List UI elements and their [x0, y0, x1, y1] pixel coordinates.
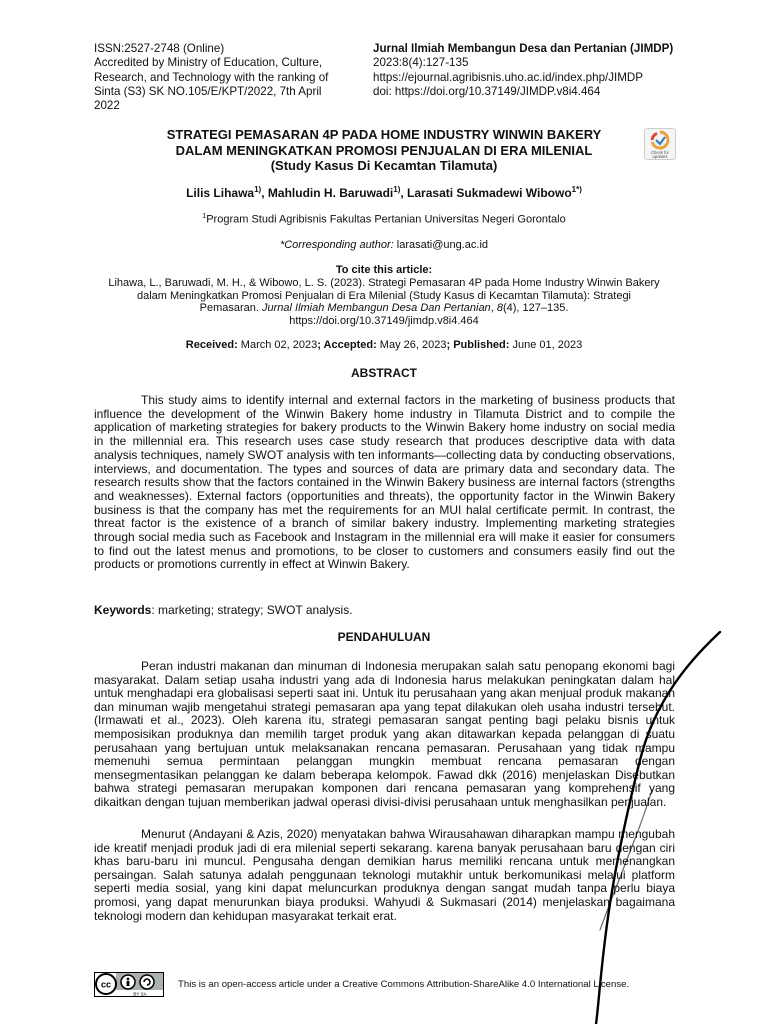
author-separator: ,	[261, 186, 268, 200]
keywords	[94, 603, 353, 617]
citation-line	[104, 302, 664, 315]
affiliation	[0, 213, 768, 226]
published-label: ; Published:	[446, 339, 510, 351]
accreditation-line: Research, and Technology with the ranking of	[94, 70, 329, 84]
header-issn-block	[94, 42, 362, 113]
journal-doi[interactable]: doi: https://doi.org/10.37149/JIMDP.v8i4.464	[373, 84, 601, 98]
affiliation-text: Program Studi Agribisnis Fakultas Pertanian Universitas Negeri Gorontalo	[206, 213, 566, 226]
title-line: (Study Kasus Di Kecamtan Tilamuta)	[270, 158, 498, 173]
citation-text	[104, 277, 664, 327]
journal-title: Jurnal Ilmiah Membangun Desa dan Pertanian (JIMDP)	[373, 42, 674, 55]
citation-volume: 8	[496, 302, 503, 315]
journal-url[interactable]: https://ejournal.agribisnis.uho.ac.id/index.php/JIMDP	[373, 70, 644, 84]
article-dates	[0, 339, 768, 351]
citation-part: (4), 127–135.	[502, 302, 569, 315]
citation-part: Pemasaran.	[199, 302, 262, 315]
license-footer	[94, 972, 694, 998]
abstract-heading: ABSTRACT	[351, 366, 417, 380]
published-date: June 01, 2023	[509, 339, 583, 351]
received-label: Received:	[185, 339, 238, 351]
issn: ISSN:2527-2748 (Online)	[94, 42, 225, 55]
citation-line: dalam Meningkatkan Promosi Penjualan di Era Milenial (Study Kasus di Kecamtan Tilamuta): Strategi	[136, 289, 632, 302]
body-paragraph: Peran industri makanan dan minuman di Indonesia merupakan salah satu penopang ekonomi bagi masyarakat. Dalam setiap usaha industri yang ada di Indonesia harus melakukan peningkatan dalam hal untuk menghadapi era globalisasi seperti saat ini. Untuk itu perusahaan yang akan menjual produk makanan dan minuman wajib mengetahui strategi pemasaran apa yang tepat dilakukan oleh usaha industri tersebut.(Irmawati et al., 2023). Oleh karena itu, strategi pemasaran sangat penting bagi pelaku bisnis untuk memposisikan produknya dan memilih target produk yang akan ditawarkan kepada pelanggan di suatu perusahaan yang bertujuan untuk melaksanakan rencana pemasaran. Perusahaan yang tidak mampu memenuhi semua permintaan pelanggan mungkin membuat rencana pemasaran dengan mensegmentasikan pelanggan ke dalam beberapa kelompok. Fawad dkk (2016) menjelaskan Disebutkan bahwa strategi pemasaran merupakan komponen dari rencana pemasaran yang komprehensif yang dikaitkan dengan tujuan memberikan jadwal operasi divisi-divisi perusahaan untuk menghasilkan penjualan.	[94, 659, 675, 809]
author-separator: ,	[400, 186, 408, 200]
license-text: This is an open-access article under a Creative Commons Attribution-ShareAlike 4.0 International License.	[178, 979, 630, 990]
author-name: Mahludin H. Baruwadi	[267, 186, 394, 200]
affiliation-mark: 1	[202, 213, 207, 220]
keywords-label: Keywords	[94, 603, 152, 617]
body-paragraph: Menurut (Andayani & Azis, 2020) menyatakan bahwa Wirausahawan diharapkan mampu mengubah ide kreatif menjadi produk jadi di era milenial seperti sekarang. karena banyak perusahaan baru dengan ciri khas baru-baru ini muncul. Pengusaha dengan demikian harus memiliki rencana untuk memenangkan persaingan. Salah satunya adalah penggunaan teknologi mutakhir untuk berkomunikasi melalui platform seperti media sosial, yang kini dapat meluncurkan produknya dengan sangat mudah tanpa perlu biaya promosi, yang dapat menurunkan biaya produksi. Wahyudi & Sukmasari (2014) menjelaskan bagaimana teknologi modern dan kehidupan masyarakat terkait erat.	[94, 827, 675, 923]
keywords-text: : marketing; strategy; SWOT analysis.	[151, 603, 353, 617]
paper-title	[110, 127, 658, 174]
badge-label-line2: updates	[652, 154, 668, 159]
accreditation-line: 2022	[94, 99, 120, 113]
accepted-date: May 26, 2023	[376, 339, 447, 351]
corresponding-email[interactable]: larasati@ung.ac.id	[393, 239, 489, 251]
badge-label-line1: Check for	[651, 150, 669, 155]
cite-heading: To cite this article:	[335, 264, 433, 276]
corresponding-label: *Corresponding author:	[279, 239, 394, 251]
title-line: STRATEGI PEMASARAN 4P PADA HOME INDUSTRY WINWIN BAKERY	[166, 127, 602, 142]
citation-doi-link[interactable]: https://doi.org/10.37149/jimdp.v8i4.464	[289, 314, 479, 327]
citation-line: Lihawa, L., Baruwadi, M. H., & Wibowo, L. S. (2023). Strategi Pemasaran 4P pada Home Industry Winwin Bakery	[108, 277, 660, 289]
accreditation-line: Sinta (S3) SK NO.105/E/KPT/2022, 7th April	[94, 84, 322, 98]
section-heading: PENDAHULUAN	[337, 630, 431, 644]
author-affil-mark: 1*)	[571, 185, 582, 194]
svg-text:cc: cc	[100, 979, 112, 990]
author-list	[0, 185, 768, 200]
received-date: March 02, 2023	[237, 339, 318, 351]
cc-by-sa-icon[interactable]	[94, 972, 164, 997]
header-journal-block	[373, 42, 675, 99]
check-for-updates-icon[interactable]	[644, 128, 676, 160]
author-name: Lilis Lihawa	[186, 186, 255, 200]
author-affil-mark: 1)	[254, 185, 262, 194]
accreditation-line: Accredited by Ministry of Education, Culture,	[94, 56, 323, 70]
title-line: DALAM MENINGKATKAN PROMOSI PENJUALAN DI ERA MILENIAL	[175, 142, 593, 158]
author-name: Larasati Sukmadewi Wibowo	[407, 186, 572, 200]
accepted-label: ; Accepted:	[317, 339, 377, 351]
corresponding-author	[0, 239, 768, 251]
citation-part: ,	[490, 302, 497, 315]
abstract-text: This study aims to identify internal and external factors in the marketing of business products that influence the development of the Winwin Bakery home industry in Tilamuta District and to compile the application of marketing strategies for bakery products to the Winwin Bakery home industry on social media in the millennial era. This research uses case study research that produces descriptive data with data analysis techniques, namely SWOT analysis with ten informants—collecting data by conducting observations, interviews, and documentation. The types and sources of data are primary data and secondary data. The research results show that the factors contained in the Winwin Bakery business are internal factors (strengths and weaknesses). External factors (opportunities and threats), the opportunity factor in the Winwin Bakery business is that the company has met the requirements for an MUI halal certificate permit. In contrast, the threat factor is the existence of a branch of similar bakery industry. Implementing marketing strategies through social media such as Facebook and Instagram in the millennial era will make it easier for consumers to find out the latest menus and promotions, to be closer to customers and consumers easily find out the products or promotions currently in effect at Winwin Bakery.	[94, 393, 675, 572]
author-affil-mark: 1)	[393, 185, 401, 194]
volume-pages: 2023:8(4):127-135	[373, 56, 469, 70]
license-badge-text: BY SA	[133, 991, 147, 997]
citation-journal: Jurnal Ilmiah Membangun Desa Dan Pertanian	[262, 302, 491, 315]
